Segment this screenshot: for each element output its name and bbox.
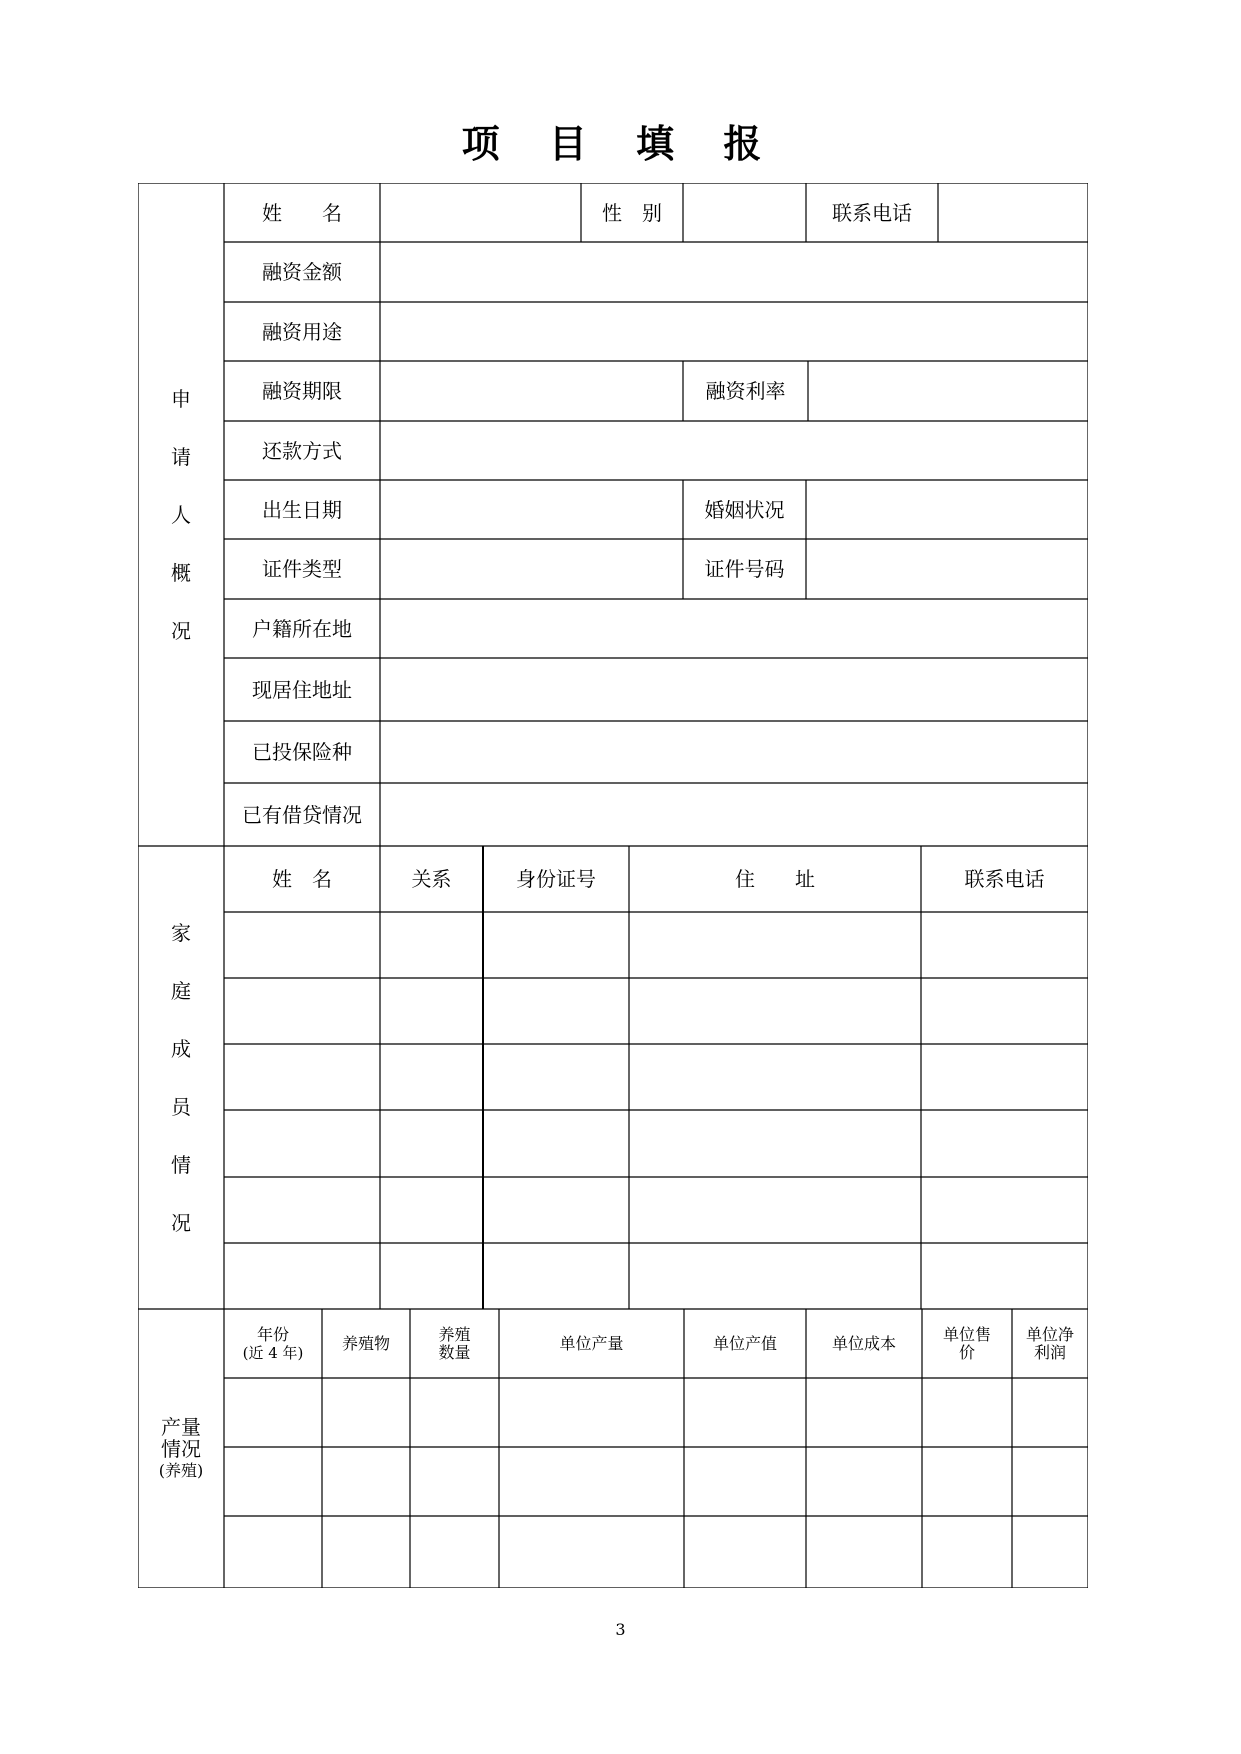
production-row[interactable] [224,1378,1088,1447]
page-number: 3 [615,1620,626,1639]
loans-label: 已有借贷情况 [242,802,362,827]
production-label-line2: 情况 [161,1436,201,1461]
prod-header-species-line1: 养殖物 [341,1333,390,1353]
marital-field[interactable] [806,480,1088,539]
prod-header-unit-profit-line2: 利润 [1033,1342,1066,1362]
applicant-label-char: 请 [171,444,191,469]
prod-header-unit-output [499,1309,684,1378]
prod-header-year-line1: 年份 [256,1324,289,1344]
prod-header-unit-price-line2: 价 [958,1342,975,1362]
rate-label: 融资利率 [705,379,786,403]
household-field[interactable] [380,599,1088,658]
birth-label: 出生日期 [262,497,342,522]
family-section-label [138,846,224,1309]
address-label: 现居住地址 [252,677,352,702]
id-type-field[interactable] [380,539,683,599]
applicant-section-label [138,183,224,846]
id-number-field[interactable] [806,539,1088,599]
prod-header-quantity-line2: 数量 [438,1342,471,1362]
amount-field[interactable] [380,242,1088,302]
family-label-char: 家 [171,920,191,945]
production-section-label [138,1309,224,1588]
production-row[interactable] [224,1516,1088,1588]
family-row[interactable] [224,1177,1088,1243]
amount-label: 融资金额 [262,260,342,284]
application-form-table [138,183,1088,1588]
repayment-label: 还款方式 [262,438,342,463]
repayment-field[interactable] [380,421,1088,480]
id-type-label: 证件类型 [262,557,342,581]
prod-header-quantity-line1: 养殖 [438,1324,471,1344]
prod-header-unit-output-line1: 单位产量 [559,1333,624,1353]
production-label-line1: 产量 [161,1414,201,1439]
family-header-address: 住 址 [735,867,815,891]
term-label: 融资期限 [262,379,342,403]
family-label-char: 况 [171,1210,191,1235]
family-row[interactable] [224,1044,1088,1110]
loans-field[interactable] [380,783,1088,846]
family-label-char: 成 [171,1036,191,1061]
family-row[interactable] [224,912,1088,978]
prod-header-unit-profit [1012,1309,1088,1378]
family-row[interactable] [224,1110,1088,1177]
applicant-label-char: 人 [171,502,191,527]
applicant-label-char: 概 [171,560,191,585]
applicant-label-char: 申 [171,386,191,411]
family-header-phone: 联系电话 [964,867,1045,891]
gender-field[interactable] [683,183,806,242]
birth-field[interactable] [380,480,683,539]
gender-label: 性 别 [602,200,662,225]
prod-header-unit-value [684,1309,806,1378]
family-label-char: 情 [171,1152,191,1177]
insurance-label: 已投保险种 [252,740,352,764]
family-header-name: 姓 名 [272,867,332,891]
name-field[interactable] [380,183,581,242]
name-label: 姓 名 [262,200,342,225]
household-label: 户籍所在地 [252,616,352,641]
prod-header-unit-cost [806,1309,922,1378]
purpose-label: 融资用途 [262,319,342,344]
family-row[interactable] [224,978,1088,1044]
id-number-label: 证件号码 [704,557,785,581]
prod-header-quantity [410,1309,499,1378]
address-field[interactable] [380,658,1088,721]
marital-label: 婚姻状况 [704,497,785,522]
phone-label: 联系电话 [832,200,912,225]
family-header-relation: 关系 [411,867,452,891]
purpose-field[interactable] [380,302,1088,361]
term-field[interactable] [380,361,683,421]
production-label-paren: (养殖) [158,1460,204,1480]
prod-header-unit-price-line1: 单位售 [942,1324,991,1344]
prod-header-unit-value-line1: 单位产值 [712,1333,777,1353]
rate-field[interactable] [808,361,1088,421]
family-label-char: 庭 [171,978,191,1003]
family-row[interactable] [224,1243,1088,1309]
phone-field[interactable] [938,183,1088,242]
prod-header-year [224,1309,322,1378]
production-row[interactable] [224,1447,1088,1516]
prod-header-year-line2: (近 4 年) [242,1343,304,1362]
prod-header-unit-cost-line1: 单位成本 [831,1333,896,1353]
family-label-char: 员 [171,1094,191,1119]
family-header-id-number: 身份证号 [516,867,596,891]
form-title: 项 目 填 报 [461,122,780,166]
prod-header-unit-profit-line1: 单位净 [1025,1324,1074,1344]
insurance-field[interactable] [380,721,1088,783]
prod-header-species [322,1309,410,1378]
prod-header-unit-price [922,1309,1012,1378]
applicant-label-char: 况 [171,618,191,643]
